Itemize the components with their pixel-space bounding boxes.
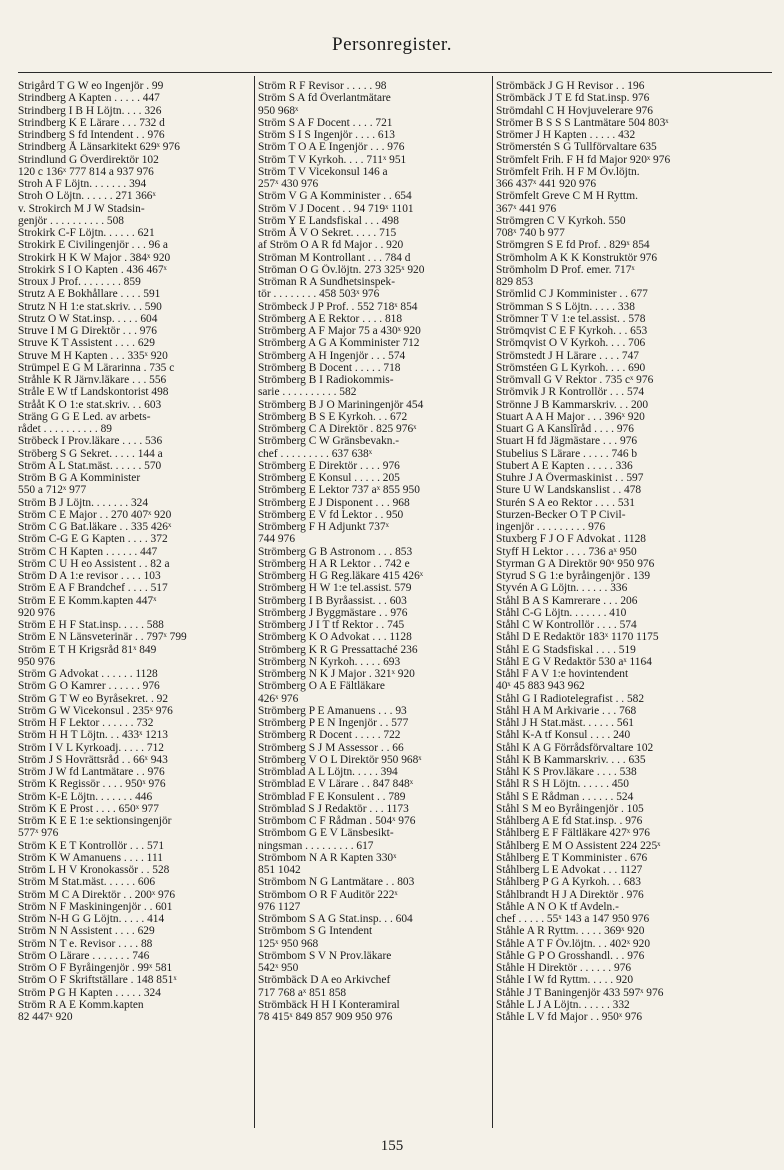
register-entry: Ström R A E Komm.kapten bbox=[18, 998, 144, 1011]
register-entry: Strömdahl C H Hovjuvelerare 976 bbox=[496, 104, 653, 117]
register-entry: Strömgren S E fd Prof. . 829ˣ 854 bbox=[496, 239, 650, 252]
register-entry: Ström C U H eo Assistent . . 82 a bbox=[18, 557, 170, 570]
register-entry: 257ˣ 430 976 bbox=[258, 178, 319, 190]
register-entry: Strindberg K E Lärare . . . 732 d bbox=[18, 116, 165, 129]
register-entry: 851 1042 bbox=[258, 864, 301, 876]
register-entry: Strömberg B S E Kyrkoh. . . 672 bbox=[258, 410, 408, 423]
register-entry: Stuxberg F J O F Advokat . 1128 bbox=[496, 533, 646, 546]
register-entry: Ströberg S G Sekret. . . . . 144 a bbox=[18, 447, 163, 460]
register-entry: Ström O Lärare . . . . . . . 746 bbox=[18, 949, 150, 962]
register-entry: Ståhl K-A tf Konsul . . . . 240 bbox=[496, 729, 631, 742]
register-entry: Stroh A F Löjtn. . . . . . . 394 bbox=[18, 178, 147, 190]
register-entry: rådet . . . . . . . . . . 89 bbox=[18, 423, 112, 435]
register-entry: Ström K E E 1:e sektionsingenjör bbox=[18, 815, 172, 827]
register-entry: Ström I V L Kyrkoadj. . . . . 712 bbox=[18, 741, 164, 754]
register-entry: Strömfelt Frih. F H fd Major 920ˣ 976 bbox=[496, 153, 671, 166]
register-entry: Strömholm A K K Konstruktör 976 bbox=[496, 251, 658, 264]
register-entry: Strömberg J Byggmästare . . 976 bbox=[258, 606, 408, 619]
register-entry: Strömqvist O V Kyrkoh. . . . 706 bbox=[496, 337, 646, 350]
register-entry: Strömberg E J Disponent . . . 968 bbox=[258, 496, 410, 509]
register-entry: Ståhl C-G Löjtn. . . . . . . 410 bbox=[496, 606, 627, 619]
register-entry: Ström T O A E Ingenjör . . . 976 bbox=[258, 141, 405, 154]
register-entry: Strömman S S Löjtn. . . . . 338 bbox=[496, 300, 635, 313]
register-entry: Strömbom O R F Auditör 222ˣ bbox=[258, 888, 398, 901]
register-entry: Ståhle H Direktör . . . . . . 976 bbox=[496, 962, 632, 974]
register-entry: Strömberg O A E Fältläkare bbox=[258, 680, 385, 693]
register-entry: Strutz N H 1:e stat.skriv. . . 590 bbox=[18, 300, 162, 313]
register-entry: Ståhl B A S Kamrerare . . . 206 bbox=[496, 594, 638, 607]
register-entry: Ström J W fd Lantmätare . . 976 bbox=[18, 766, 165, 778]
register-entry: Strömberg K O Advokat . . . 1128 bbox=[258, 631, 412, 644]
register-entry: Ström B J Löjtn. . . . . . . 324 bbox=[18, 496, 149, 509]
register-entry: Stubelius S Lärare . . . . . 746 b bbox=[496, 447, 638, 460]
register-entry: Strömberg B J O Mariningenjör 454 bbox=[258, 398, 424, 411]
register-entry: Strömgren C V Kyrkoh. 550 bbox=[496, 214, 626, 227]
register-entry: Ström Y E Landsfiskal . . . 498 bbox=[258, 214, 399, 227]
register-entry: Struve I M G Direktör . . . 976 bbox=[18, 325, 157, 337]
register-entry: Ströbeck I Prov.läkare . . . . 536 bbox=[18, 435, 163, 448]
register-entry: Strömberg P E N Ingenjör . . 577 bbox=[258, 717, 409, 729]
register-entry: Strömbom S V N Prov.läkare bbox=[258, 949, 392, 962]
register-entry: Ström N-H G G Löjtn. . . . . 414 bbox=[18, 913, 165, 925]
register-entry: Strümpel E G M Lärarinna . 735 c bbox=[18, 361, 175, 374]
register-entry: 542ˣ 950 bbox=[258, 962, 299, 974]
register-entry: Ström P G H Kapten . . . . . 324 bbox=[18, 986, 161, 999]
register-entry: Styrman G A Direktör 90ˣ 950 976 bbox=[496, 557, 655, 570]
register-entry: Ståhle G P O Grosshandl. . . 976 bbox=[496, 949, 645, 962]
register-entry: Strömbäck J G H Revisor . . 196 bbox=[496, 80, 645, 92]
register-entry: chef . . . . . . . . . 637 638ˣ bbox=[258, 447, 373, 460]
register-entry: Ström K W Amanuens . . . . 111 bbox=[18, 851, 163, 864]
register-entry: Ström C G Bat.läkare . . 335 426ˣ bbox=[18, 521, 172, 533]
register-entry: 367ˣ 441 976 bbox=[496, 202, 557, 215]
register-entry: Strömstéen G L Kyrkoh. . . . 690 bbox=[496, 361, 646, 374]
register-entry: Stråhle K R Järnv.läkare . . . 556 bbox=[18, 374, 167, 386]
register-entry: Stubert A E Kapten . . . . . 336 bbox=[496, 459, 633, 472]
register-entry: Ståhlberg P G A Kyrkoh. . . 683 bbox=[496, 876, 641, 889]
register-entry: 717 768 aˣ 851 858 bbox=[258, 986, 347, 999]
register-entry: Ståhl D E Redaktör 183ˣ 1170 1175 bbox=[496, 631, 659, 644]
register-entry: Sturzen-Becker O T P Civil- bbox=[496, 508, 626, 521]
register-entry: Strömberg A E Rektor . . . . 818 bbox=[258, 312, 403, 325]
register-entry: 40ˣ 45 883 943 962 bbox=[496, 680, 585, 693]
register-entry: Strömbom C F Rådman . 504ˣ 976 bbox=[258, 815, 416, 827]
register-entry: Strömberg E V fd Lektor . . 950 bbox=[258, 508, 404, 521]
column-divider-2 bbox=[492, 76, 493, 1128]
register-entry: Ström S A F Docent . . . . 721 bbox=[258, 116, 393, 129]
register-entry: Ström G T W eo Byråsekret. . 92 bbox=[18, 692, 169, 705]
register-entry: Ståhl K A G Förrådsförvaltare 102 bbox=[496, 741, 654, 754]
register-entry: Ström S A fd Överlantmätare bbox=[258, 92, 391, 105]
register-entry: Strömberg R Docent . . . . . 722 bbox=[258, 729, 401, 742]
register-entry: Ström G O Kamrer . . . . . . 976 bbox=[18, 680, 160, 693]
register-entry: Ström C E Major . . 270 407ˣ 920 bbox=[18, 508, 172, 521]
register-entry: Strömholm D Prof. emer. 717ˣ bbox=[496, 263, 635, 276]
register-entry: Ström E H F Stat.insp. . . . . 588 bbox=[18, 619, 164, 631]
register-entry: Sture U W Landskanslist . . 478 bbox=[496, 484, 642, 497]
register-entry: Ståhlberg L E Advokat . . . 1127 bbox=[496, 864, 643, 876]
register-entry: Ståhlberg E M O Assistent 224 225ˣ bbox=[496, 839, 661, 852]
register-entry: Strömlid C J Komminister . . 677 bbox=[496, 288, 648, 301]
register-entry: 950 968ˣ bbox=[258, 104, 299, 117]
register-entry: Ström V J Docent . . 94 719ˣ 1101 bbox=[258, 202, 414, 215]
register-entry: Strömberg V O L Direktör 950 968ˣ bbox=[258, 753, 422, 766]
register-entry: Ståhl E G Stadsfiskal . . . . 519 bbox=[496, 643, 636, 656]
register-entry: Strömfelt Frih. H F M Öv.löjtn. bbox=[496, 165, 640, 178]
register-entry: Ström S I S Ingenjör . . . . 613 bbox=[258, 129, 396, 141]
register-entry: tör . . . . . . . . 458 503ˣ 976 bbox=[258, 288, 380, 301]
register-entry: ningsman . . . . . . . . . 617 bbox=[258, 839, 374, 852]
register-column-1 bbox=[18, 80, 250, 1023]
register-entry: 78 415ˣ 849 857 909 950 976 bbox=[258, 1011, 393, 1023]
register-entry: af Ström O A R fd Major . . 920 bbox=[258, 239, 404, 252]
register-entry: 120 c 136ˣ 777 814 a 937 976 bbox=[18, 165, 154, 178]
register-entry: Ström G W Vicekonsul . 235ˣ 976 bbox=[18, 704, 173, 717]
register-entry: Strömberg N Kyrkoh. . . . . 693 bbox=[258, 655, 401, 668]
register-entry: Sturén S A eo Rektor . . . . 531 bbox=[496, 496, 635, 509]
register-entry: Struve M H Kapten . . . 335ˣ 920 bbox=[18, 349, 168, 362]
register-entry: Ståhl S M eo Byråingenjör . 105 bbox=[496, 802, 644, 815]
register-entry: 950 976 bbox=[18, 655, 56, 668]
register-entry: Ståhl R S H Löjtn. . . . . . 450 bbox=[496, 778, 629, 791]
register-entry: 426ˣ 976 bbox=[258, 692, 299, 705]
register-entry: Strömberg A G A Komminister 712 bbox=[258, 337, 420, 350]
register-entry: Strömner T V 1:e tel.assist. . 578 bbox=[496, 312, 646, 325]
register-entry: Strömberg E Direktör . . . . 976 bbox=[258, 459, 400, 472]
register-entry: Ström H H T Löjtn. . . 433ˣ 1213 bbox=[18, 729, 169, 742]
register-entry: Strömer B S S S Lantmätare 504 803ˣ bbox=[496, 116, 669, 129]
register-entry: Strindberg A Kapten . . . . . 447 bbox=[18, 92, 160, 105]
register-entry: Ståhle A N O K tf Avdeln.- bbox=[496, 900, 619, 913]
register-entry: Ström E N Länsveterinär . . 797ˣ 799 bbox=[18, 631, 187, 644]
register-entry: Strindberg Å Länsarkitekt 629ˣ 976 bbox=[18, 141, 180, 154]
register-entry: Ström N T e. Revisor . . . . 88 bbox=[18, 937, 153, 950]
register-entry: Strååt K O 1:e stat.skriv. . . 603 bbox=[18, 398, 162, 411]
register-entry: 577ˣ 976 bbox=[18, 827, 59, 840]
register-entry: Stroh O Löjtn. . . . . . 271 366ˣ bbox=[18, 190, 156, 203]
register-entry: Ståhlberg E T Komminister . 676 bbox=[496, 851, 648, 864]
register-entry: Ström B G A Komminister bbox=[18, 472, 141, 484]
register-entry: Stråle E W tf Landskontorist 498 bbox=[18, 386, 169, 399]
register-entry: Strömberg K R G Pressattaché 236 bbox=[258, 643, 418, 656]
register-entry: Strömbeck J P Prof. . 552 718ˣ 854 bbox=[258, 300, 418, 313]
register-entry: Ström E E Komm.kapten 447ˣ bbox=[18, 594, 157, 607]
register-entry: Ström T V Kyrkoh. . . . 711ˣ 951 bbox=[258, 153, 407, 166]
register-entry: Styff H Lektor . . . . 736 aˣ 950 bbox=[496, 545, 637, 558]
register-entry: Strokirk H K W Major . 384ˣ 920 bbox=[18, 251, 171, 264]
register-entry: Strömbäck H H I Konteramiral bbox=[258, 998, 400, 1011]
register-entry: Strömberg C W Gränsbevakn.- bbox=[258, 435, 400, 448]
register-entry: Ström O F Byråingenjör . 99ˣ 581 bbox=[18, 962, 173, 974]
register-entry: Strömberg B I Radiokommis- bbox=[258, 374, 394, 386]
register-entry: Strindlund G Överdirektör 102 bbox=[18, 153, 159, 166]
register-entry: Strömbom S A G Stat.insp. . . 604 bbox=[258, 913, 413, 925]
register-entry: Ström A L Stat.mäst. . . . . . 570 bbox=[18, 459, 162, 472]
register-entry: Ström N F Maskiningenjör . . 601 bbox=[18, 900, 173, 913]
register-entry: Strömqvist C E F Kyrkoh. . . 653 bbox=[496, 325, 648, 337]
register-entry: Strömberg E Lektor 737 aˣ 855 950 bbox=[258, 484, 420, 497]
register-entry: Strömberg C A Direktör . 825 976ˣ bbox=[258, 423, 417, 435]
register-entry: Ström L H V Kronokassör . . 528 bbox=[18, 864, 170, 876]
register-entry: Ströman O G Öv.löjtn. 273 325ˣ 920 bbox=[258, 263, 425, 276]
register-entry: Ströman R A Sundhetsinspek- bbox=[258, 276, 396, 288]
register-entry: 708ˣ 740 b 977 bbox=[496, 227, 565, 239]
page-number: 155 bbox=[380, 1138, 404, 1154]
register-entry: 920 976 bbox=[18, 606, 56, 619]
register-entry: Ström N N Assistent . . . . 629 bbox=[18, 925, 155, 938]
register-entry: Strigård T G W eo Ingenjör . 99 bbox=[18, 80, 164, 92]
column-divider-1 bbox=[254, 76, 255, 1128]
register-entry: Ström K E Prost . . . . 650ˣ 977 bbox=[18, 802, 159, 815]
register-entry: Ström E A F Brandchef . . . . 517 bbox=[18, 582, 168, 595]
register-entry: 976 1127 bbox=[258, 900, 301, 913]
register-entry: Strokirk S I O Kapten . 436 467ˣ bbox=[18, 263, 167, 276]
register-entry: Strömbom N G Lantmätare . . 803 bbox=[258, 876, 415, 889]
register-entry: Strömberg P E Amanuens . . . 93 bbox=[258, 704, 407, 717]
register-entry: Strömberg H G Reg.läkare 415 426ˣ bbox=[258, 570, 424, 582]
register-entry: 125ˣ 950 968 bbox=[258, 937, 319, 950]
register-entry: sarie . . . . . . . . . . 582 bbox=[258, 386, 357, 399]
register-entry: Strömbom S G Intendent bbox=[258, 925, 373, 938]
register-entry: Stroux J Prof. . . . . . . . 859 bbox=[18, 276, 141, 288]
register-entry: Ståhl J H Stat.mäst. . . . . . 561 bbox=[496, 717, 634, 729]
register-entry: Ström G Advokat . . . . . . 1128 bbox=[18, 668, 158, 680]
register-entry: Strömvik J R Kontrollör . . . 574 bbox=[496, 386, 645, 399]
register-entry: Ståhl K B Kammarskriv. . . . 635 bbox=[496, 753, 646, 766]
register-entry: Strindberg I B H Löjtn. . . . 326 bbox=[18, 104, 162, 117]
register-entry: Ståhlbrandt H J A Direktör . 976 bbox=[496, 888, 644, 901]
register-entry: Strömerstén S G Tullförvaltare 635 bbox=[496, 141, 657, 154]
register-entry: Ståhl S E Rådman . . . . . . 524 bbox=[496, 790, 634, 803]
register-entry: 82 447ˣ 920 bbox=[18, 1011, 73, 1023]
register-entry: Ståhle I W fd Ryttm. . . . . 920 bbox=[496, 974, 634, 987]
register-entry: Ståhle L J A Löjtn. . . . . . 332 bbox=[496, 998, 630, 1011]
register-entry: Stuart A A H Major . . . 396ˣ 920 bbox=[496, 410, 645, 423]
register-entry: Ståhle J T Baningenjör 433 597ˣ 976 bbox=[496, 986, 664, 999]
register-column-2 bbox=[258, 80, 490, 1023]
register-entry: Strömberg G B Astronom . . . 853 bbox=[258, 545, 413, 558]
register-entry: Ströman M Kontrollant . . . 784 d bbox=[258, 251, 411, 264]
register-column-3 bbox=[496, 80, 772, 1023]
register-entry: Ståhle L V fd Major . . 950ˣ 976 bbox=[496, 1011, 643, 1023]
register-entry: ingenjör . . . . . . . . . 976 bbox=[496, 521, 606, 533]
register-entry: Ström O F Skriftställare . 148 851ˣ bbox=[18, 974, 177, 987]
register-entry: Ström K Regissör . . . . 950ˣ 976 bbox=[18, 778, 166, 791]
register-entry: Strönne J B Kammarskriv. . . 200 bbox=[496, 398, 649, 411]
register-entry: Ståhl F A V 1:e hovintendent bbox=[496, 668, 629, 680]
register-entry: Strömblad E V Lärare . . 847 848ˣ bbox=[258, 778, 414, 791]
register-entry: Ståhle A R Ryttm. . . . . 369ˣ 920 bbox=[496, 925, 645, 938]
register-entry: Ståhlberg A E fd Stat.insp. . 976 bbox=[496, 815, 643, 827]
register-entry: Ström D A 1:e revisor . . . . 103 bbox=[18, 570, 161, 582]
register-entry: Strokirk E Civilingenjör . . . 96 a bbox=[18, 239, 168, 252]
register-entry: Strömstedt J H Lärare . . . . 747 bbox=[496, 349, 639, 362]
register-entry: Ståhl K S Prov.läkare . . . . 538 bbox=[496, 766, 637, 778]
register-entry: Stuart G A Kanslîråd . . . . 976 bbox=[496, 423, 634, 435]
register-entry: 366 437ˣ 441 920 976 bbox=[496, 178, 597, 190]
register-entry: Strömvall G V Rektor . 735 cˣ 976 bbox=[496, 374, 654, 386]
register-entry: Strömbom G E V Länsbesikt- bbox=[258, 827, 394, 840]
register-entry: Ståhl E G V Redaktör 530 aˣ 1164 bbox=[496, 655, 652, 668]
register-entry: Ström Å V O Sekret. . . . . 715 bbox=[258, 227, 397, 239]
register-entry: Ström R F Revisor . . . . . 98 bbox=[258, 80, 387, 92]
register-entry: Strömbom N A R Kapten 330ˣ bbox=[258, 851, 397, 864]
register-entry: 829 853 bbox=[496, 276, 534, 288]
register-entry: genjör . . . . . . . . . . 508 bbox=[18, 214, 124, 227]
register-entry: Strutz A E Bokhållare . . . . 591 bbox=[18, 288, 161, 301]
register-entry: Ståhl H A M Arkivarie . . . 768 bbox=[496, 704, 637, 717]
register-entry: Ström V G A Komminister . . 654 bbox=[258, 190, 412, 203]
register-entry: Strömberg N K J Major . 321ˣ 920 bbox=[258, 668, 415, 680]
register-entry: Ström K-E Löjtn. . . . . . . 446 bbox=[18, 790, 153, 803]
register-entry: Stuart H fd Jägmästare . . . 976 bbox=[496, 435, 638, 448]
register-entry: Strömberg A F Major 75 a 430ˣ 920 bbox=[258, 325, 421, 337]
register-entry: Strömberg I B Byråassist. . . 603 bbox=[258, 594, 407, 607]
register-entry: Ståhle A T F Öv.löjtn. . . 402ˣ 920 bbox=[496, 937, 651, 950]
register-entry: Ström M Stat.mäst. . . . . . 606 bbox=[18, 876, 156, 889]
register-entry: 744 976 bbox=[258, 533, 296, 546]
register-entry: Styvén A G Löjtn. . . . . . 336 bbox=[496, 582, 628, 595]
register-entry: Ström H F Lektor . . . . . . 732 bbox=[18, 717, 154, 729]
register-entry: Ström T V Vicekonsul 146 a bbox=[258, 165, 388, 178]
header-rule bbox=[18, 72, 772, 73]
register-entry: Ström C H Kapten . . . . . . 447 bbox=[18, 545, 158, 558]
register-entry: Strindberg S fd Intendent . . 976 bbox=[18, 129, 165, 141]
register-entry: Stuhre J A Övermaskinist . . 597 bbox=[496, 472, 644, 484]
register-entry: Strömer J H Kapten . . . . . 432 bbox=[496, 129, 636, 141]
register-entry: Strömblad F E Konsulent . . 789 bbox=[258, 790, 406, 803]
register-entry: Ström J S Hovrättsråd . . 66ˣ 943 bbox=[18, 753, 168, 766]
register-entry: Strömberg B Docent . . . . . 718 bbox=[258, 361, 401, 374]
register-entry: Strömberg S J M Assessor . . 66 bbox=[258, 741, 404, 754]
register-entry: Sträng G G E Led. av arbets- bbox=[18, 410, 151, 423]
register-entry: Strömberg H A R Lektor . . 742 e bbox=[258, 557, 410, 570]
register-entry: Ståhl G I Radiotelegrafist . . 582 bbox=[496, 692, 645, 705]
register-entry: Strömberg H W 1:e tel.assist. 579 bbox=[258, 582, 412, 595]
register-entry: Ståhl C W Kontrollör . . . . 574 bbox=[496, 619, 637, 631]
register-entry: Ström K E T Kontrollör . . . 571 bbox=[18, 839, 165, 852]
register-entry: Ström E T H Krigsråd 81ˣ 849 bbox=[18, 643, 157, 656]
register-entry: Strokirk C-F Löjtn. . . . . . 621 bbox=[18, 227, 155, 239]
register-entry: Strömblad S J Redaktör . . . 1173 bbox=[258, 802, 409, 815]
register-entry: Strömberg J I T tf Rektor . . 745 bbox=[258, 619, 405, 631]
register-entry: Strömberg A H Ingenjör . . . 574 bbox=[258, 349, 406, 362]
register-entry: 550 a 712ˣ 977 bbox=[18, 484, 87, 497]
register-entry: v. Strokirch M J W Stadsin- bbox=[18, 202, 145, 215]
register-entry: Strömblad A L Löjtn. . . . . 394 bbox=[258, 766, 398, 778]
register-entry: Ström C-G E G Kapten . . . . 372 bbox=[18, 533, 168, 546]
register-entry: Ståhlberg E F Fältläkare 427ˣ 976 bbox=[496, 827, 650, 840]
register-entry: Strömfelt Greve C M H Ryttm. bbox=[496, 190, 638, 203]
register-entry: Strömberg F H Adjunkt 737ˣ bbox=[258, 521, 389, 533]
register-entry: Strutz O W Stat.insp. . . . . 604 bbox=[18, 312, 158, 325]
register-entry: Ström M C A Direktör . . 200ˣ 976 bbox=[18, 888, 176, 901]
register-entry: Struve K T Assistent . . . . 629 bbox=[18, 337, 155, 350]
register-entry: Strömbäck D A eo Arkivchef bbox=[258, 974, 391, 987]
register-entry: Styrud S G 1:e byråingenjör . 139 bbox=[496, 570, 651, 582]
register-entry: chef . . . . . 55ˣ 143 a 147 950 976 bbox=[496, 913, 650, 925]
page-title: Personregister. bbox=[332, 34, 452, 55]
register-entry: Strömberg E Konsul . . . . . 205 bbox=[258, 472, 400, 484]
register-entry: Strömbäck J T E fd Stat.insp. 976 bbox=[496, 92, 650, 105]
